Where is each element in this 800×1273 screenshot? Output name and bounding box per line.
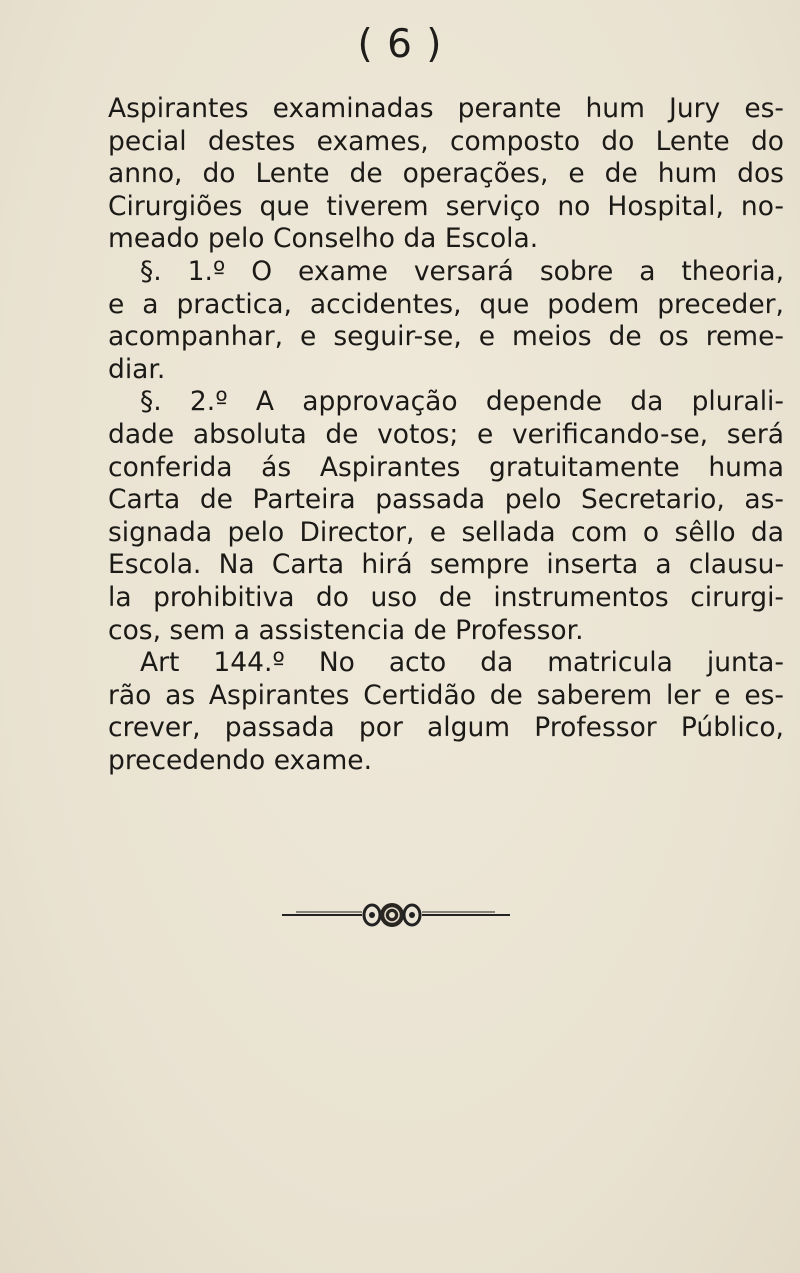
text-line: meado pelo Conselho da Escola.	[108, 223, 539, 255]
text-line: Carta de Parteira passada pelo Secretario, as-	[108, 484, 784, 516]
text-line: conferida ás Aspirantes gratuitamente huma	[108, 451, 784, 483]
text-line: diar.	[108, 353, 166, 385]
text-line: §. 2.º A approvação depende da plurali-	[140, 386, 784, 418]
text-line: crever, passada por algum Professor Público,	[108, 712, 784, 744]
text-line: la prohibitiva do uso de instrumentos cirurgi-	[108, 581, 784, 613]
text-line: Cirurgiões que tiverem serviço no Hospital, no-	[108, 190, 784, 222]
text-line: Art 144.º No acto da matricula junta-	[140, 647, 784, 679]
body-text	[108, 93, 784, 777]
text-line: dade absoluta de votos; e verificando-se, será	[108, 418, 784, 450]
text-line: rão as Aspirantes Certidão de saberem ler e es-	[108, 679, 784, 711]
text-line: pecial destes exames, composto do Lente do	[108, 125, 784, 157]
end-ornament-icon	[0, 900, 800, 930]
text-line: signada pelo Director, e sellada com o sêllo da	[108, 516, 784, 548]
text-line: cos, sem a assistencia de Professor.	[108, 614, 584, 646]
page-number: ( 6 )	[357, 22, 443, 67]
text-line: e a practica, accidentes, que podem preceder,	[108, 288, 784, 320]
text-line: §. 1.º O exame versará sobre a theoria,	[140, 255, 784, 287]
text-line: precedendo exame.	[108, 744, 372, 776]
text-line: anno, do Lente de operações, e de hum dos	[108, 158, 784, 190]
text-line: acompanhar, e seguir-se, e meios de os reme-	[108, 321, 784, 353]
text-line: Escola. Na Carta hirá sempre inserta a clausu-	[108, 549, 784, 581]
text-line: Aspirantes examinadas perante hum Jury es-	[108, 93, 784, 124]
